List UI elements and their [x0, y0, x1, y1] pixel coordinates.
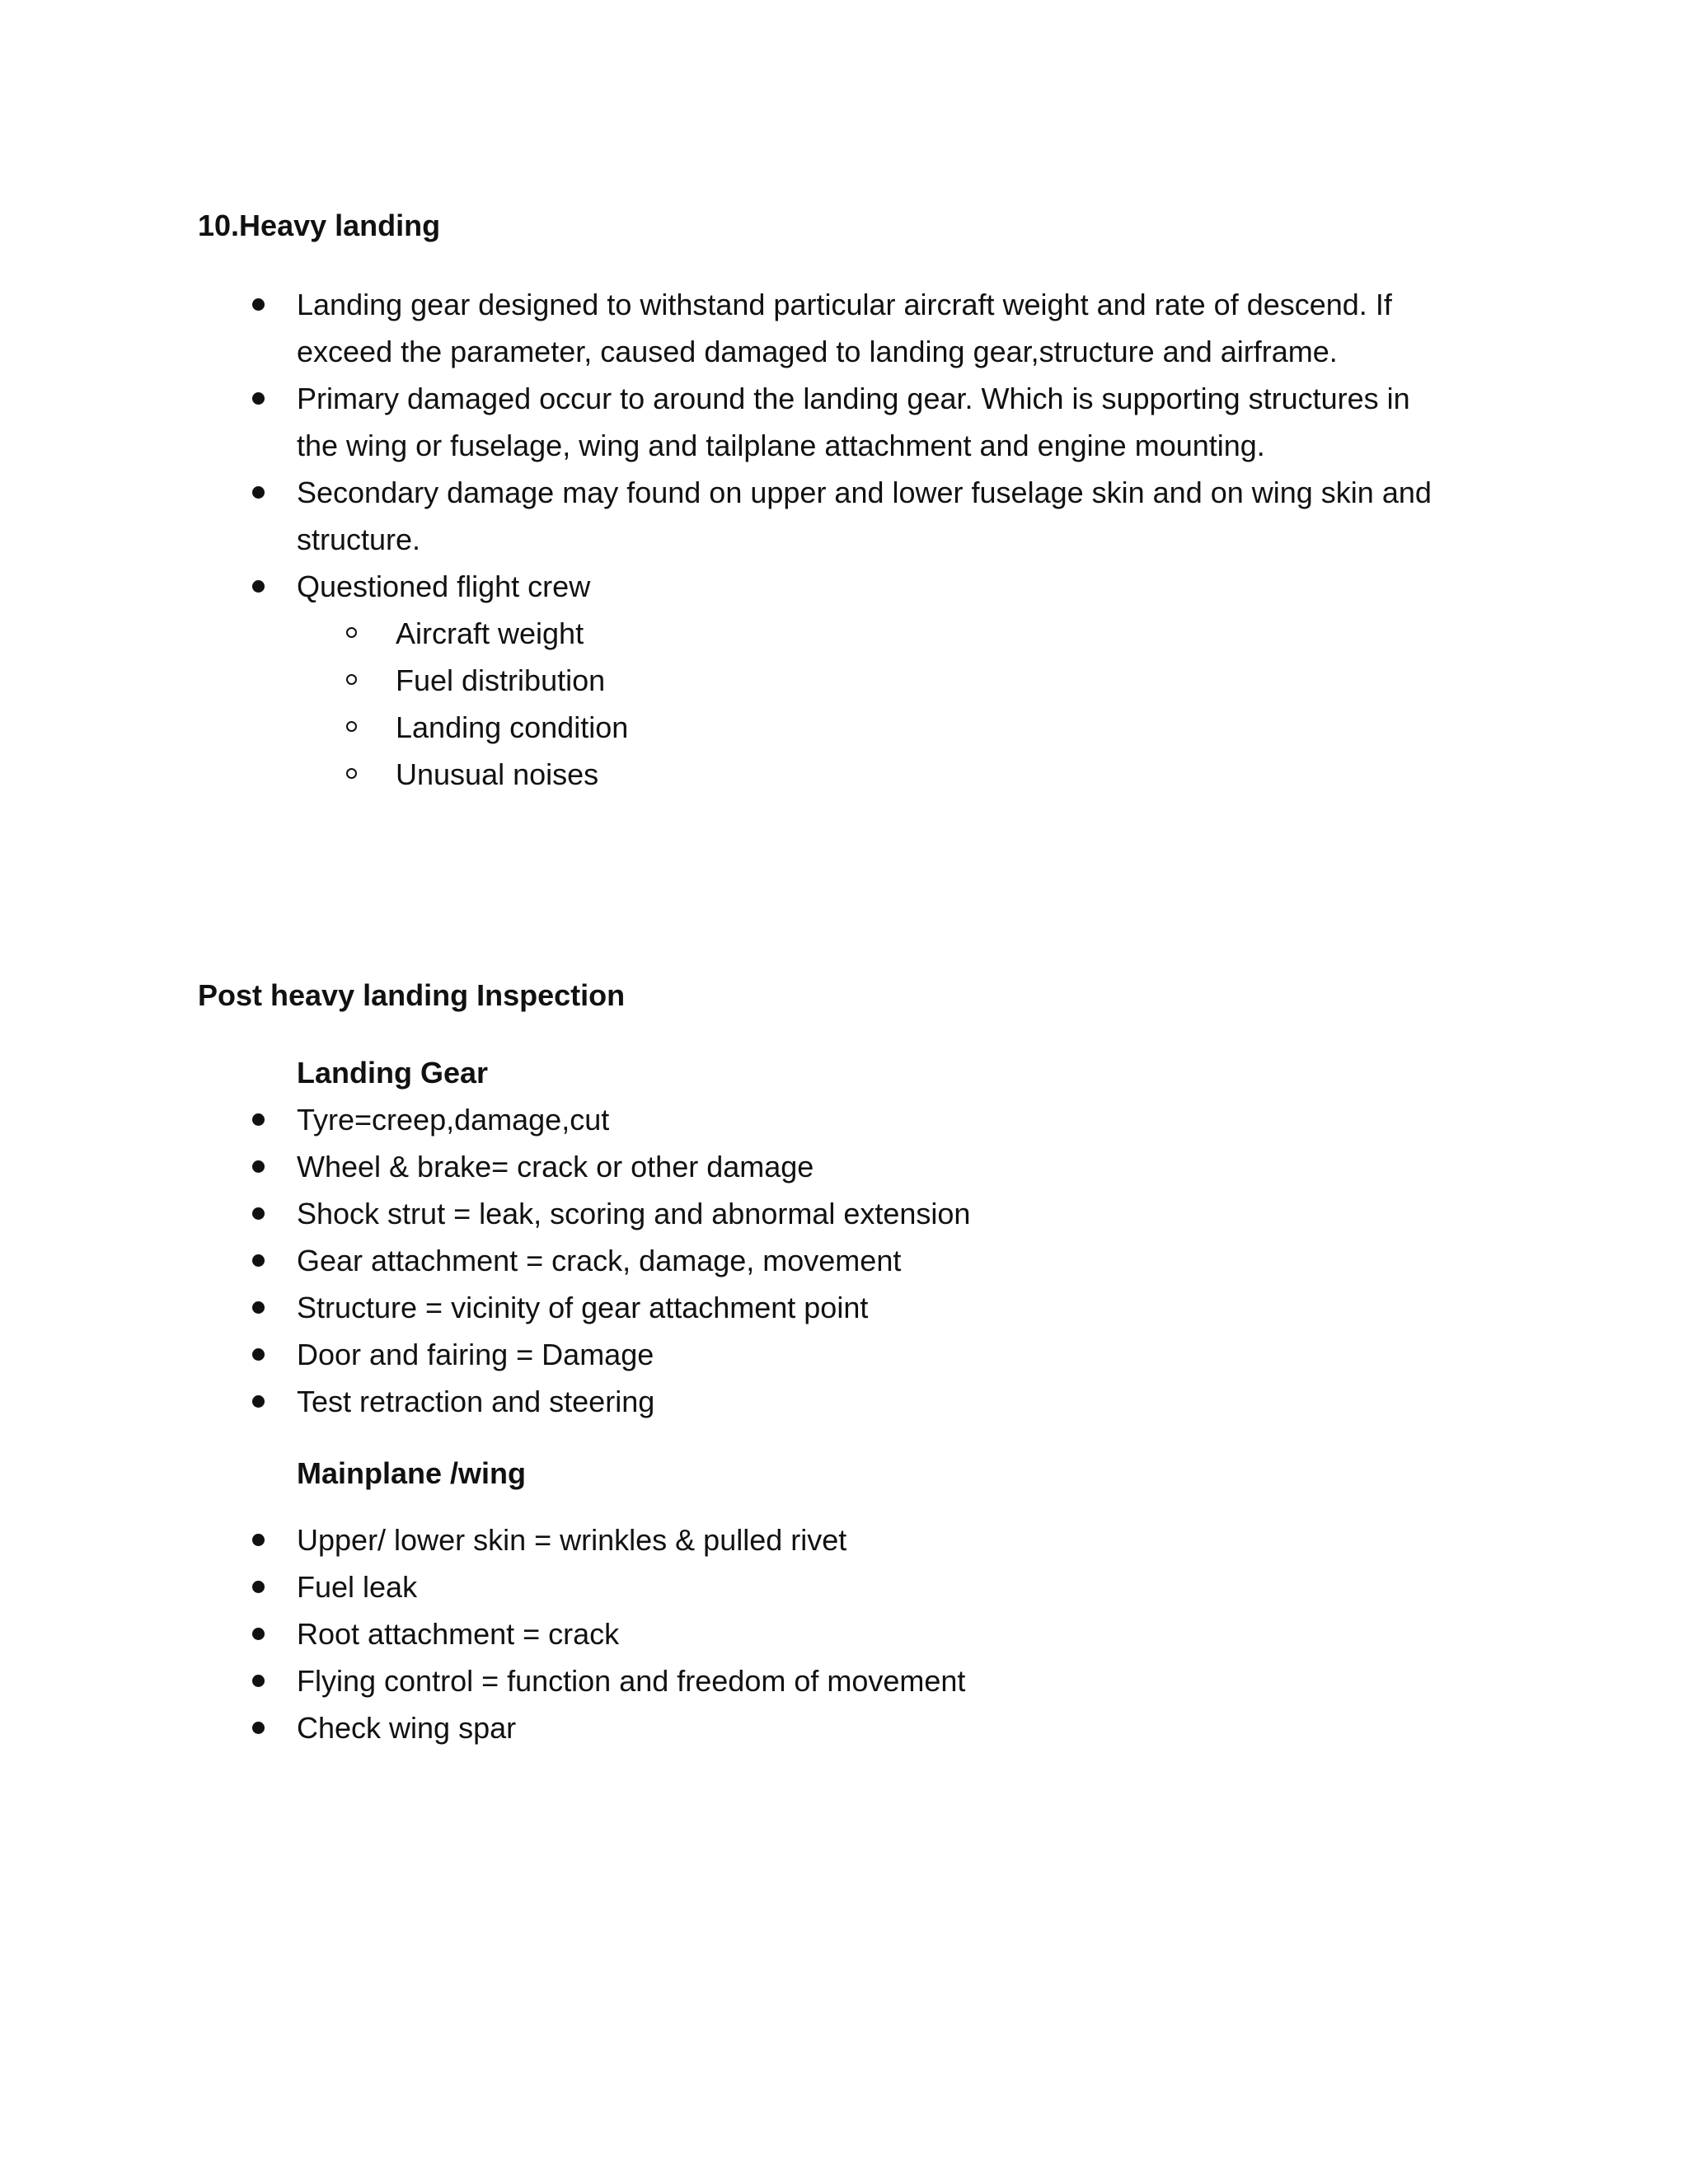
- mainplane-list: [198, 1516, 1451, 1751]
- list-item: [198, 469, 1451, 563]
- list-item-text: Questioned flight crew: [297, 569, 591, 604]
- bullet-dot-icon: [252, 1254, 265, 1267]
- bullet-dot-icon: [252, 1113, 265, 1126]
- list-item: [198, 1657, 1451, 1704]
- bullet-dot-icon: [252, 1675, 265, 1687]
- list-item: [198, 375, 1451, 469]
- list-item-text: Check wing spar: [297, 1711, 517, 1746]
- list-item: [198, 1516, 1451, 1563]
- bullet-dot-icon: [252, 1628, 265, 1640]
- bullet-dot-icon: [252, 298, 265, 311]
- subheading-mainplane-wing: Mainplane /wing: [297, 1456, 527, 1491]
- bullet-dot-icon: [252, 486, 265, 499]
- bullet-dot-icon: [252, 1348, 265, 1361]
- list-item-text: Secondary damage may found on upper and lower fuselage skin and on wing skin and structure.: [297, 476, 1432, 557]
- list-item: [198, 1096, 1451, 1143]
- bullet-dot-icon: [252, 1534, 265, 1546]
- list-item-text: Door and fairing = Damage: [297, 1338, 654, 1372]
- list-item-text: Landing gear designed to withstand particular aircraft weight and rate of descend. If exceed the parameter, caused damaged to landing gear,structure and airframe.: [297, 288, 1392, 369]
- list-item-text: Upper/ lower skin = wrinkles & pulled rivet: [297, 1523, 847, 1558]
- list-item-text: Flying control = function and freedom of movement: [297, 1664, 966, 1699]
- subheading-landing-gear: Landing Gear: [297, 1056, 489, 1090]
- sub-list-item-text: Unusual noises: [396, 757, 599, 792]
- heavy-landing-list: [198, 281, 1451, 610]
- list-item: [198, 1704, 1451, 1751]
- bullet-circle-icon: [346, 768, 357, 779]
- bullet-circle-icon: [346, 627, 357, 638]
- list-item: [198, 1378, 1451, 1425]
- sub-list-item-text: Aircraft weight: [396, 616, 584, 651]
- sub-list-item-text: Fuel distribution: [396, 663, 606, 698]
- list-item: [198, 1610, 1451, 1657]
- list-item-text: Fuel leak: [297, 1570, 418, 1605]
- section-title-post-inspection: Post heavy landing Inspection: [198, 978, 626, 1013]
- bullet-dot-icon: [252, 580, 265, 593]
- list-item-text: Wheel & brake= crack or other damage: [297, 1150, 814, 1184]
- bullet-dot-icon: [252, 1395, 265, 1408]
- list-item-text: Shock strut = leak, scoring and abnormal extension: [297, 1197, 971, 1231]
- list-item: [198, 281, 1451, 375]
- list-item-text: Structure = vicinity of gear attachment point: [297, 1291, 869, 1325]
- bullet-dot-icon: [252, 1160, 265, 1173]
- sub-list-item: [198, 751, 1451, 798]
- sub-list-item: [198, 704, 1451, 751]
- list-item: [198, 1331, 1451, 1378]
- bullet-circle-icon: [346, 674, 357, 685]
- section-title-heavy-landing: 10.Heavy landing: [198, 209, 441, 242]
- bullet-circle-icon: [346, 721, 357, 732]
- list-item-text: Gear attachment = crack, damage, movement: [297, 1244, 902, 1278]
- sub-list-item: [198, 610, 1451, 657]
- bullet-dot-icon: [252, 1207, 265, 1220]
- bullet-dot-icon: [252, 1301, 265, 1314]
- list-item-text: Test retraction and steering: [297, 1385, 655, 1419]
- sub-list-item-text: Landing condition: [396, 710, 629, 745]
- bullet-dot-icon: [252, 1722, 265, 1734]
- list-item: [198, 563, 1451, 610]
- list-item-text: Tyre=creep,damage,cut: [297, 1103, 610, 1137]
- list-item: [198, 1237, 1451, 1284]
- crew-questions-list: [198, 610, 1451, 798]
- list-item-text: Root attachment = crack: [297, 1617, 620, 1652]
- list-item: [198, 1143, 1451, 1190]
- page-content: [198, 198, 1451, 1751]
- list-item: [198, 1563, 1451, 1610]
- landing-gear-list: [198, 1096, 1451, 1425]
- bullet-dot-icon: [252, 1581, 265, 1593]
- list-item-text: Primary damaged occur to around the landing gear. Which is supporting structures in the wing or fuselage, wing and tailplane attachment and engine mounting.: [297, 382, 1410, 463]
- list-item: [198, 1190, 1451, 1237]
- list-item: [198, 1284, 1451, 1331]
- bullet-dot-icon: [252, 392, 265, 405]
- sub-list-item: [198, 657, 1451, 704]
